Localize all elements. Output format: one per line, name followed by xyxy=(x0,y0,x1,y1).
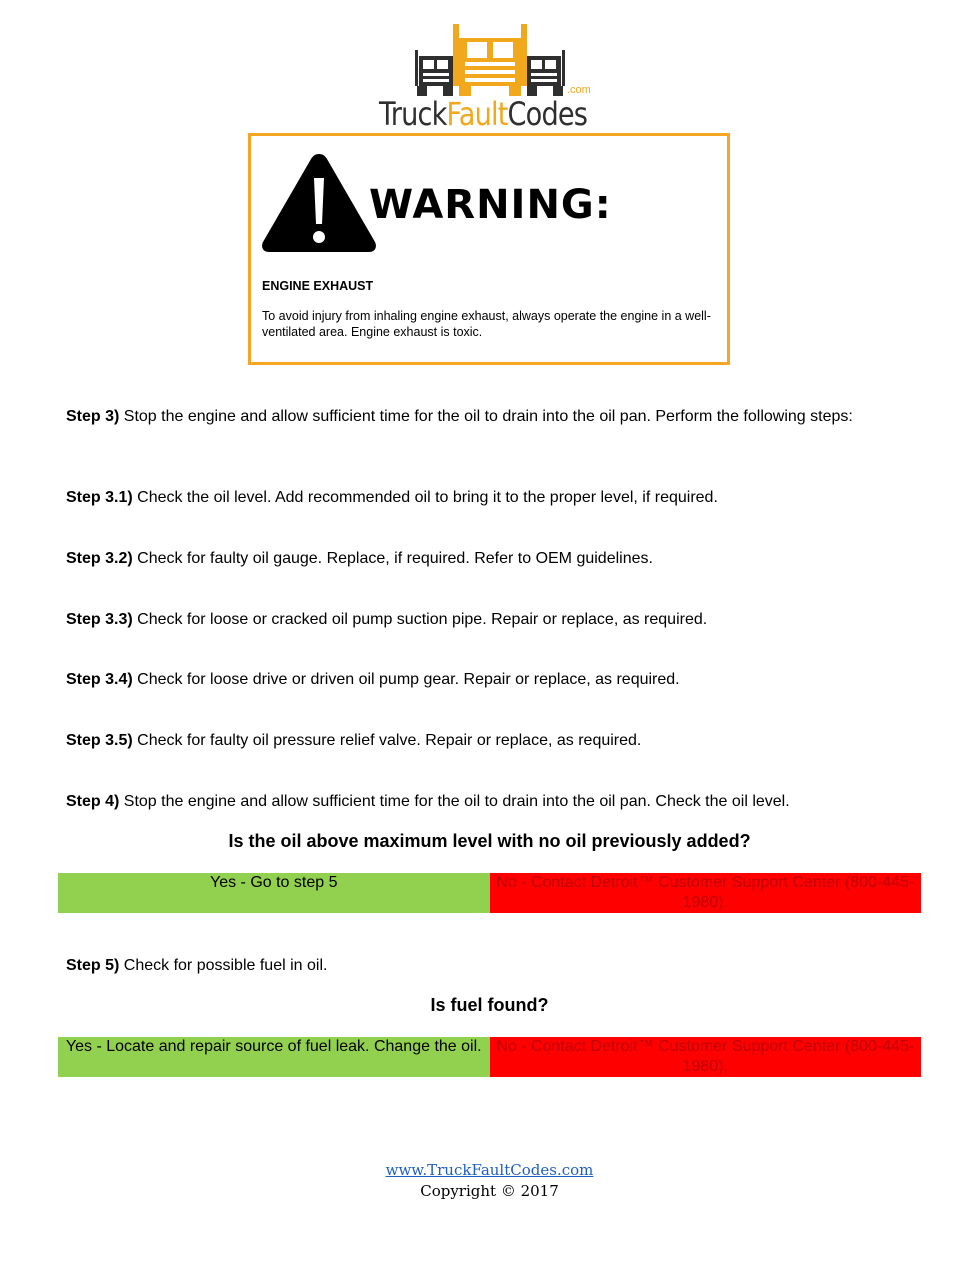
truck-icon xyxy=(415,20,565,98)
step-3-2: Step 3.2) Check for faulty oil gauge. Replace, if required. Refer to OEM guidelines. xyxy=(66,550,653,567)
answer-no[interactable]: No - Contact Detroit™ Customer Support Center (800-445-1980). xyxy=(490,873,922,913)
warning-triangle-icon xyxy=(259,150,379,256)
answer-row-oil-level xyxy=(58,873,921,913)
answer-yes[interactable]: Yes - Go to step 5 xyxy=(58,873,490,913)
warning-title: WARNING: xyxy=(369,182,612,228)
step-3-1: Step 3.1) Check the oil level. Add recommended oil to bring it to the proper level, if required. xyxy=(66,489,718,506)
logo-com: .com xyxy=(567,84,591,96)
step-3-4: Step 3.4) Check for loose drive or driven oil pump gear. Repair or replace, as required. xyxy=(66,671,680,688)
question-fuel-found: Is fuel found? xyxy=(430,995,549,1015)
step-3-5: Step 3.5) Check for faulty oil pressure relief valve. Repair or replace, as required. xyxy=(66,732,642,749)
site-logo xyxy=(375,20,605,133)
logo-wordmark: TruckFaultCodes xyxy=(379,95,588,133)
warning-text: To avoid injury from inhaling engine exhaust, always operate the engine in a well-ventilated area. Engine exhaust is toxic. xyxy=(262,309,711,339)
warning-heading: ENGINE EXHAUST xyxy=(262,279,374,293)
step-3: Step 3) Stop the engine and allow sufficient time for the oil to drain into the oil pan. Perform the following steps: xyxy=(66,408,853,425)
answer-yes[interactable]: Yes - Locate and repair source of fuel leak. Change the oil. xyxy=(58,1037,490,1077)
copyright: Copyright © 2017 xyxy=(420,1182,559,1200)
step-5: Step 5) Check for possible fuel in oil. xyxy=(66,957,328,974)
step-4: Step 4) Stop the engine and allow sufficient time for the oil to drain into the oil pan. Check the oil level. xyxy=(66,793,790,810)
footer-link[interactable]: www.TruckFaultCodes.com xyxy=(385,1161,594,1179)
answer-no[interactable]: No - Contact Detroit™ Customer Support Center (800-445-1980). xyxy=(490,1037,922,1077)
question-oil-level: Is the oil above maximum level with no oil previously added? xyxy=(228,831,751,851)
answer-row-fuel-found xyxy=(58,1037,921,1077)
warning-box xyxy=(248,133,730,365)
step-3-3: Step 3.3) Check for loose or cracked oil pump suction pipe. Repair or replace, as required. xyxy=(66,611,708,628)
footer xyxy=(0,1160,979,1202)
